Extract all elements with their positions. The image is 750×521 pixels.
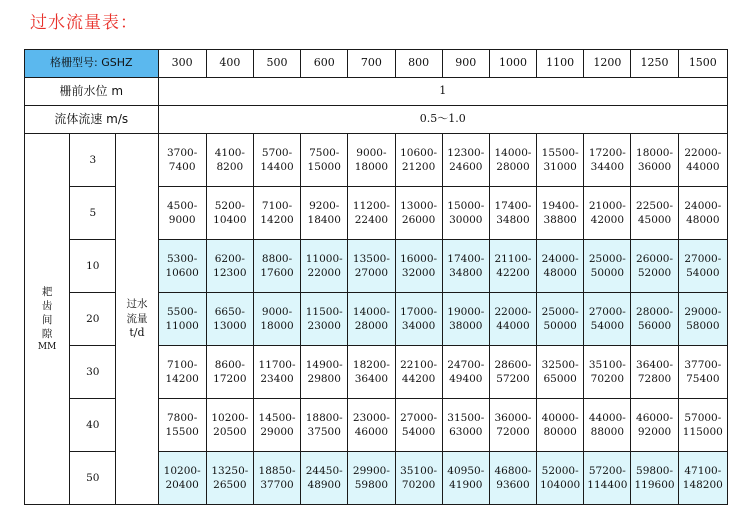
- gap-value: 40: [70, 399, 116, 452]
- gap-value: 10: [70, 240, 116, 293]
- flow-value-part: 27000-: [400, 411, 438, 424]
- gap-value: 50: [70, 452, 116, 505]
- flow-value-part: 14500-: [258, 411, 296, 424]
- flow-value-part: 38800: [543, 214, 577, 226]
- flow-value-part: 10600-: [400, 146, 438, 159]
- flow-value-part: 25000-: [541, 305, 579, 318]
- flow-value-part: 148200: [682, 479, 723, 491]
- flow-value-part: 17400-: [447, 252, 485, 265]
- flow-value-part: 22500-: [636, 199, 673, 212]
- flow-value-cell: [631, 134, 678, 187]
- model-cell: 400: [206, 50, 253, 78]
- water-level-row: [25, 78, 728, 106]
- flow-value-part: 115000: [682, 426, 723, 438]
- model-cell: 600: [301, 50, 348, 78]
- flow-value-part: 88000: [590, 426, 625, 438]
- flow-value-cell: [348, 187, 395, 240]
- flow-value-cell: [678, 399, 727, 452]
- flow-value-part: 25000-: [588, 252, 626, 265]
- flow-value-part: 75400: [686, 373, 720, 385]
- flow-value-part: 19000-: [447, 305, 485, 318]
- flow-value-cell: [158, 399, 206, 452]
- flow-value-part: 44000: [686, 161, 720, 173]
- flow-value-part: 10200-: [163, 464, 201, 477]
- flow-value-part: 35100-: [400, 464, 438, 477]
- flow-value-cell: [395, 399, 442, 452]
- flow-value-part: 16000-: [400, 252, 438, 265]
- flow-value-cell: [348, 134, 395, 187]
- flow-value-cell: [395, 187, 442, 240]
- flow-value-part: 29900-: [352, 464, 390, 477]
- flow-value-part: 14200: [260, 214, 294, 226]
- flow-value-part: 10400: [213, 214, 247, 226]
- flow-value-cell: [301, 346, 348, 399]
- flow-value-part: 11000-: [305, 252, 343, 265]
- flow-value-cell: [442, 452, 489, 505]
- flow-value-part: 65000: [543, 373, 577, 385]
- flow-value-part: 12300-: [447, 146, 485, 159]
- flow-value-cell: [537, 399, 584, 452]
- flow-value-cell: [537, 187, 584, 240]
- flow-value-part: 18850-: [258, 464, 296, 477]
- flow-value-part: 70200: [590, 373, 625, 385]
- flow-value-cell: [301, 293, 348, 346]
- flow-value-part: 36000: [637, 161, 672, 173]
- model-label: 格栅型号: GSHZ: [25, 50, 159, 78]
- flow-value-part: 17000-: [400, 305, 438, 318]
- flow-value-part: 37500: [307, 426, 341, 438]
- flow-value-part: 6650-: [214, 305, 245, 318]
- gap-value: 20: [70, 293, 116, 346]
- flow-value-part: 17200: [213, 373, 247, 385]
- flow-value-part: 14200: [165, 373, 199, 385]
- flow-value-part: 59800-: [636, 464, 673, 477]
- flow-value-part: 24000-: [541, 252, 579, 265]
- flow-value-part: 11500-: [305, 305, 343, 318]
- flow-value-cell: [489, 399, 536, 452]
- flow-value-part: 23000: [307, 320, 341, 332]
- flow-value-cell: [631, 187, 678, 240]
- flow-value-part: 17200-: [588, 146, 626, 159]
- flow-value-part: 13000: [213, 320, 247, 332]
- flow-value-part: 34000: [401, 320, 436, 332]
- model-cell: 500: [253, 50, 300, 78]
- flow-value-part: 46000-: [636, 411, 673, 424]
- flow-value-part: 45000: [637, 214, 672, 226]
- flow-value-part: 30000: [449, 214, 483, 226]
- flow-value-cell: [537, 240, 584, 293]
- flow-value-part: 4500-: [167, 199, 198, 212]
- flow-value-part: 21200: [401, 161, 436, 173]
- flow-value-cell: [537, 134, 584, 187]
- gap-label-char: 隙: [41, 328, 53, 341]
- flow-value-part: 11000: [165, 320, 199, 332]
- flow-value-part: 21100-: [494, 252, 532, 265]
- flow-value-part: 18000: [260, 320, 294, 332]
- flow-value-part: 72000: [496, 426, 530, 438]
- flow-value-cell: [442, 240, 489, 293]
- flow-value-part: 20500: [213, 426, 247, 438]
- flow-value-cell: [253, 293, 300, 346]
- flow-value-part: 58000: [686, 320, 720, 332]
- flow-value-part: 44000: [496, 320, 530, 332]
- flow-value-cell: [489, 293, 536, 346]
- flow-value-cell: [395, 346, 442, 399]
- flow-value-part: 40950-: [447, 464, 485, 477]
- flow-value-cell: [678, 134, 727, 187]
- flow-value-part: 119600: [634, 479, 675, 491]
- model-cell: 1200: [584, 50, 631, 78]
- flow-value-cell: [253, 187, 300, 240]
- flow-value-part: 52000-: [541, 464, 579, 477]
- flow-value-part: 22400: [354, 214, 389, 226]
- flow-value-cell: [301, 134, 348, 187]
- flow-value-part: 9000-: [356, 146, 387, 159]
- flow-value-part: 18200-: [352, 358, 390, 371]
- flow-value-cell: [395, 134, 442, 187]
- flow-value-part: 13000-: [400, 199, 438, 212]
- flow-value-part: 4100-: [214, 146, 245, 159]
- flow-value-part: 11700-: [258, 358, 296, 371]
- flow-value-cell: [584, 240, 631, 293]
- flow-value-part: 7100-: [167, 358, 198, 371]
- flow-value-cell: [678, 240, 727, 293]
- flow-value-part: 14900-: [305, 358, 343, 371]
- flow-value-part: 7100-: [261, 199, 293, 212]
- flow-value-part: 49400: [449, 373, 483, 385]
- flow-value-cell: [348, 346, 395, 399]
- flow-value-part: 8600-: [214, 358, 245, 371]
- water-level-label: 栅前水位 m: [25, 78, 159, 106]
- flow-value-cell: [537, 293, 584, 346]
- flow-value-part: 28000-: [636, 305, 673, 318]
- flow-value-cell: [489, 240, 536, 293]
- flow-value-part: 32000: [401, 267, 436, 279]
- flow-value-cell: [537, 452, 584, 505]
- flow-value-part: 15500-: [541, 146, 579, 159]
- flow-value-cell: [631, 399, 678, 452]
- flow-value-cell: [489, 346, 536, 399]
- gap-value: 5: [70, 187, 116, 240]
- flow-label: [116, 134, 158, 505]
- flow-value-part: 9000: [168, 214, 196, 226]
- flow-value-cell: [206, 240, 253, 293]
- flow-speed-value: 0.5～1.0: [158, 106, 727, 134]
- flow-value-part: 23000-: [352, 411, 390, 424]
- flow-value-part: 10600: [165, 267, 199, 279]
- flow-label-line: 过水: [126, 298, 148, 311]
- flow-label-line: 流量: [126, 312, 148, 325]
- flow-value-cell: [442, 346, 489, 399]
- flow-value-part: 54000: [590, 320, 625, 332]
- flow-value-part: 26000: [401, 214, 436, 226]
- flow-value-part: 28000: [354, 320, 389, 332]
- flow-value-part: 18800-: [305, 411, 343, 424]
- flow-value-part: 29000-: [684, 305, 722, 318]
- flow-value-part: 24450-: [305, 464, 343, 477]
- flow-value-part: 46800-: [494, 464, 532, 477]
- flow-value-part: 50000: [543, 320, 577, 332]
- flow-value-cell: [158, 293, 206, 346]
- flow-value-part: 20400: [165, 479, 199, 491]
- flow-value-part: 22000: [307, 267, 341, 279]
- flow-value-cell: [206, 134, 253, 187]
- flow-value-part: 29000: [260, 426, 294, 438]
- flow-value-cell: [158, 187, 206, 240]
- model-cell: 300: [158, 50, 206, 78]
- flow-value-part: 48000: [543, 267, 577, 279]
- flow-value-cell: [631, 293, 678, 346]
- flow-value-part: 27000-: [588, 305, 626, 318]
- flow-value-cell: [678, 293, 727, 346]
- flow-value-cell: [253, 452, 300, 505]
- flow-value-part: 14400: [260, 161, 294, 173]
- flow-value-part: 6200-: [214, 252, 245, 265]
- flow-value-part: 19400-: [541, 199, 579, 212]
- flow-value-part: 92000: [637, 426, 672, 438]
- flow-value-part: 24700-: [447, 358, 485, 371]
- flow-value-part: 8800-: [261, 252, 293, 265]
- flow-value-cell: [678, 187, 727, 240]
- flow-value-part: 32500-: [541, 358, 579, 371]
- flow-value-cell: [537, 346, 584, 399]
- flow-value-part: 5500-: [167, 305, 198, 318]
- flow-value-part: 8200: [216, 161, 244, 173]
- gap-label-char: 齿: [41, 299, 53, 312]
- flow-value-part: 40000-: [541, 411, 579, 424]
- flow-value-cell: [678, 452, 727, 505]
- flow-value-part: 104000: [540, 479, 581, 491]
- flow-value-part: 36000-: [494, 411, 532, 424]
- gap-value: 30: [70, 346, 116, 399]
- flow-value-cell: [631, 452, 678, 505]
- flow-value-cell: [395, 293, 442, 346]
- water-level-value: 1: [158, 78, 727, 106]
- flow-value-part: 63000: [449, 426, 483, 438]
- flow-value-cell: [206, 346, 253, 399]
- flow-value-part: 54000: [401, 426, 436, 438]
- flow-value-part: 50000: [590, 267, 625, 279]
- flow-value-part: 36400-: [636, 358, 673, 371]
- flow-value-cell: [253, 346, 300, 399]
- flow-value-part: 35100-: [588, 358, 626, 371]
- flow-value-part: 22000-: [494, 305, 532, 318]
- flow-value-cell: [348, 293, 395, 346]
- model-cell: 1500: [678, 50, 727, 78]
- flow-value-part: 114400: [587, 479, 628, 491]
- flow-value-part: 22100-: [400, 358, 438, 371]
- flow-value-cell: [442, 399, 489, 452]
- flow-value-cell: [253, 240, 300, 293]
- model-cell: 700: [348, 50, 395, 78]
- flow-value-part: 23400: [260, 373, 294, 385]
- flow-value-part: 42200: [496, 267, 530, 279]
- page-title: 过水流量表：: [30, 13, 138, 33]
- flow-value-part: 13250-: [211, 464, 249, 477]
- flow-value-cell: [158, 346, 206, 399]
- flow-value-part: 48000: [686, 214, 720, 226]
- flow-value-cell: [442, 134, 489, 187]
- flow-value-cell: [489, 187, 536, 240]
- flow-value-part: 13500-: [352, 252, 390, 265]
- flow-value-part: 52000: [637, 267, 672, 279]
- flow-rate-table: [24, 49, 728, 505]
- flow-value-part: 24000-: [684, 199, 722, 212]
- flow-value-part: 29800: [307, 373, 341, 385]
- flow-value-part: 17600: [260, 267, 294, 279]
- gap-label-char: 耙: [41, 285, 53, 298]
- flow-value-cell: [301, 399, 348, 452]
- flow-value-part: 22000-: [684, 146, 722, 159]
- model-cell: 800: [395, 50, 442, 78]
- flow-value-part: 9000-: [261, 305, 293, 318]
- flow-value-cell: [158, 240, 206, 293]
- flow-value-part: 5200-: [214, 199, 245, 212]
- flow-value-part: 46000: [354, 426, 389, 438]
- model-cell: 900: [442, 50, 489, 78]
- model-cell: 1000: [489, 50, 536, 78]
- flow-value-part: 18000-: [636, 146, 673, 159]
- flow-value-part: 7800-: [167, 411, 198, 424]
- flow-value-cell: [348, 452, 395, 505]
- flow-value-part: 70200: [401, 479, 436, 491]
- flow-value-cell: [442, 293, 489, 346]
- flow-value-part: 57000-: [684, 411, 722, 424]
- flow-value-part: 15000: [307, 161, 341, 173]
- flow-value-part: 28000: [496, 161, 530, 173]
- table-row: [25, 134, 728, 187]
- flow-value-part: 38000: [449, 320, 483, 332]
- flow-value-part: 80000: [543, 426, 577, 438]
- flow-value-part: 47100-: [684, 464, 722, 477]
- flow-unit: t/d: [129, 325, 145, 339]
- flow-value-part: 31500-: [447, 411, 485, 424]
- flow-value-part: 56000: [637, 320, 672, 332]
- flow-value-part: 27000-: [684, 252, 722, 265]
- flow-value-cell: [301, 187, 348, 240]
- flow-value-part: 15000-: [447, 199, 485, 212]
- flow-value-cell: [301, 452, 348, 505]
- flow-value-cell: [584, 134, 631, 187]
- flow-value-cell: [489, 134, 536, 187]
- flow-value-part: 12300: [213, 267, 247, 279]
- flow-value-cell: [395, 452, 442, 505]
- flow-speed-label: 流体流速 m/s: [25, 106, 159, 134]
- flow-value-part: 37700: [260, 479, 294, 491]
- flow-value-part: 93600: [496, 479, 530, 491]
- header-row: [25, 50, 728, 78]
- flow-value-cell: [678, 346, 727, 399]
- gap-value: 3: [70, 134, 116, 187]
- flow-value-part: 5300-: [167, 252, 198, 265]
- flow-value-cell: [348, 399, 395, 452]
- flow-value-part: 26000-: [636, 252, 673, 265]
- flow-value-cell: [206, 187, 253, 240]
- flow-value-cell: [584, 187, 631, 240]
- flow-value-part: 17400-: [494, 199, 532, 212]
- flow-value-part: 72800: [637, 373, 672, 385]
- flow-value-part: 36400: [354, 373, 389, 385]
- flow-value-part: 34400: [590, 161, 625, 173]
- flow-value-cell: [442, 187, 489, 240]
- flow-value-cell: [584, 452, 631, 505]
- flow-value-part: 5700-: [261, 146, 293, 159]
- flow-value-part: 54000: [686, 267, 720, 279]
- flow-value-cell: [631, 346, 678, 399]
- flow-value-part: 24600: [449, 161, 483, 173]
- flow-value-cell: [584, 399, 631, 452]
- flow-value-cell: [206, 293, 253, 346]
- flow-value-cell: [395, 240, 442, 293]
- flow-value-part: 10200-: [211, 411, 249, 424]
- flow-value-cell: [584, 293, 631, 346]
- flow-value-part: 42000: [590, 214, 625, 226]
- flow-value-cell: [158, 134, 206, 187]
- flow-value-part: 9200-: [309, 199, 340, 212]
- gap-label: [25, 134, 70, 505]
- flow-value-part: 34800: [496, 214, 530, 226]
- flow-value-cell: [206, 452, 253, 505]
- flow-value-part: 26500: [213, 479, 247, 491]
- flow-value-cell: [158, 452, 206, 505]
- flow-value-part: 59800: [354, 479, 389, 491]
- flow-value-part: 48900: [307, 479, 341, 491]
- flow-value-part: 11200-: [352, 199, 390, 212]
- flow-value-cell: [584, 346, 631, 399]
- flow-value-cell: [206, 399, 253, 452]
- model-cell: 1100: [537, 50, 584, 78]
- flow-value-part: 27000: [354, 267, 389, 279]
- flow-value-part: 28600-: [494, 358, 532, 371]
- flow-value-part: 44000-: [588, 411, 626, 424]
- flow-value-part: 18400: [307, 214, 341, 226]
- flow-value-cell: [301, 240, 348, 293]
- flow-value-part: 7500-: [309, 146, 340, 159]
- flow-value-part: 21000-: [588, 199, 626, 212]
- flow-value-part: 3700-: [167, 146, 198, 159]
- flow-value-part: 14000-: [352, 305, 390, 318]
- flow-value-part: 31000: [543, 161, 577, 173]
- flow-value-cell: [348, 240, 395, 293]
- flow-value-part: 15500: [165, 426, 199, 438]
- gap-label-char: 间: [41, 313, 53, 326]
- flow-value-cell: [253, 399, 300, 452]
- flow-value-part: 34800: [449, 267, 483, 279]
- flow-value-part: 7400: [168, 161, 196, 173]
- flow-value-part: 57200: [496, 373, 530, 385]
- flow-value-cell: [489, 452, 536, 505]
- flow-value-part: 14000-: [494, 146, 532, 159]
- flow-value-part: 44200: [401, 373, 436, 385]
- flow-value-cell: [631, 240, 678, 293]
- flow-value-part: 57200-: [588, 464, 626, 477]
- flow-value-part: 41900: [449, 479, 483, 491]
- flow-value-part: 18000: [354, 161, 389, 173]
- flow-value-part: 37700-: [684, 358, 722, 371]
- model-cell: 1250: [631, 50, 678, 78]
- gap-unit: MM: [37, 342, 57, 353]
- flow-speed-row: [25, 106, 728, 134]
- flow-value-cell: [253, 134, 300, 187]
